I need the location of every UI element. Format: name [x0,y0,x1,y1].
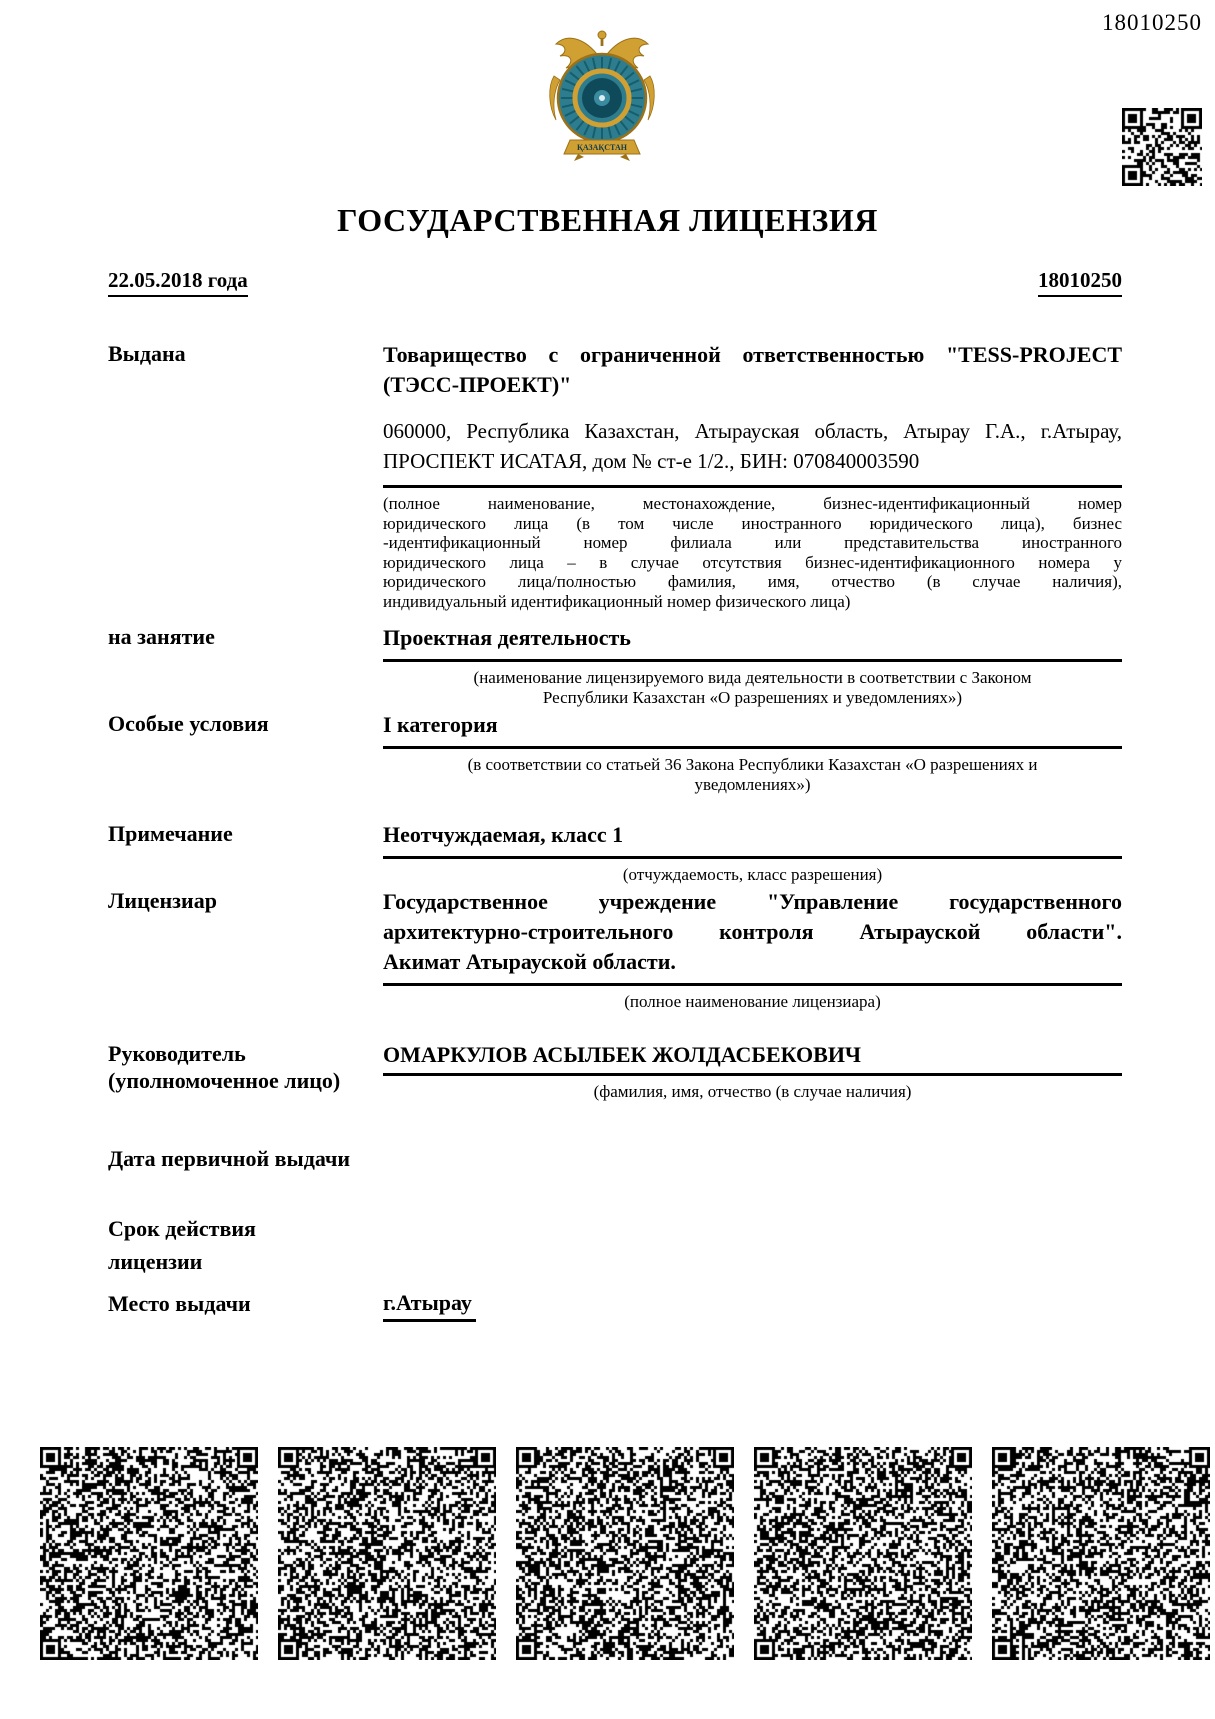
head-footnote: (фамилия, имя, отчество (в случае наличия) [593,1082,912,1101]
organization-address: 060000, Республика Казахстан, Атырауская область, Атырау Г.А., г.Атырау, ПРОСПЕКТ ИСАТАЯ, дом № ст-е 1/2., БИН: 070840003590 [383,416,1122,488]
signature-barcode-block [40,1447,258,1660]
issued-footnote: (полное наименование, местонахождение, бизнес-идентификационный номер юридического лица (в том числе иностранного юридического лица), бизнес -идентификационный номер филиала или представительства иностранного юридического лица – в случае отсутствия бизнес-идентификационного номера у юридического лица/полностью фамилия, имя, отчество (в случае наличия), индивидуальный идентификационный номер физического лица) [383,494,1122,611]
kazakhstan-emblem-icon [544,28,660,162]
signature-barcode-strip [40,1447,1210,1660]
special-conditions-value: I категория [383,710,1122,749]
licensor-footnote: (полное наименование лицензиара) [624,992,881,1011]
signature-barcode-block [754,1447,972,1660]
document-number-corner: 18010250 [1102,10,1202,35]
activity-value: Проектная деятельность [383,623,1122,662]
place-of-issue-label: Место выдачи [108,1291,251,1316]
qr-code-icon [1122,108,1202,186]
remark-label: Примечание [108,821,233,846]
remark-footnote: (отчуждаемость, класс разрешения) [622,865,883,884]
special-conditions-footnote: (в соответствии со статьей 36 Закона Республики Казахстан «О разрешениях и уведомлениях») [467,755,1038,794]
date-number-row [108,268,1122,302]
remark-value: Неотчуждаемая, класс 1 [383,820,1122,859]
signature-barcode-block [516,1447,734,1660]
organization-name: Товарищество с ограниченной ответственностью "TESS-PROJECT (ТЭСС-ПРОЕКТ)" [383,342,1122,397]
head-label: Руководитель (уполномоченное лицо) [108,1041,341,1093]
signature-barcode-block [992,1447,1210,1660]
license-number: 18010250 [1038,268,1122,297]
licensor-label: Лицензиар [108,888,217,913]
first-issue-date-label: Дата первичной выдачи [108,1146,351,1171]
issued-label: Выдана [108,341,186,366]
licensor-value: Государственное учреждение "Управление государственного архитектурно-строительного контроля Атырауской области". Акимат Атырауской области. [383,887,1122,986]
signature-barcode-block [278,1447,496,1660]
activity-footnote: (наименование лицензируемого вида деятельности в соответствии с Законом Республики Казахстан «О разрешениях и уведомлениях») [473,668,1032,707]
validity-period-label: Срок действия лицензии [108,1216,256,1274]
page-title: ГОСУДАРСТВЕННАЯ ЛИЦЕНЗИЯ [337,202,878,238]
emblem-banner-text: ҚАЗАҚСТАН [577,143,627,152]
issue-date: 22.05.2018 года [108,268,248,297]
place-of-issue-value: г.Атырау [383,1290,476,1322]
special-conditions-label: Особые условия [108,711,269,736]
head-value: ОМАРКУЛОВ АСЫЛБЕК ЖОЛДАСБЕКОВИЧ [383,1040,1122,1076]
activity-label: на занятие [108,624,215,649]
